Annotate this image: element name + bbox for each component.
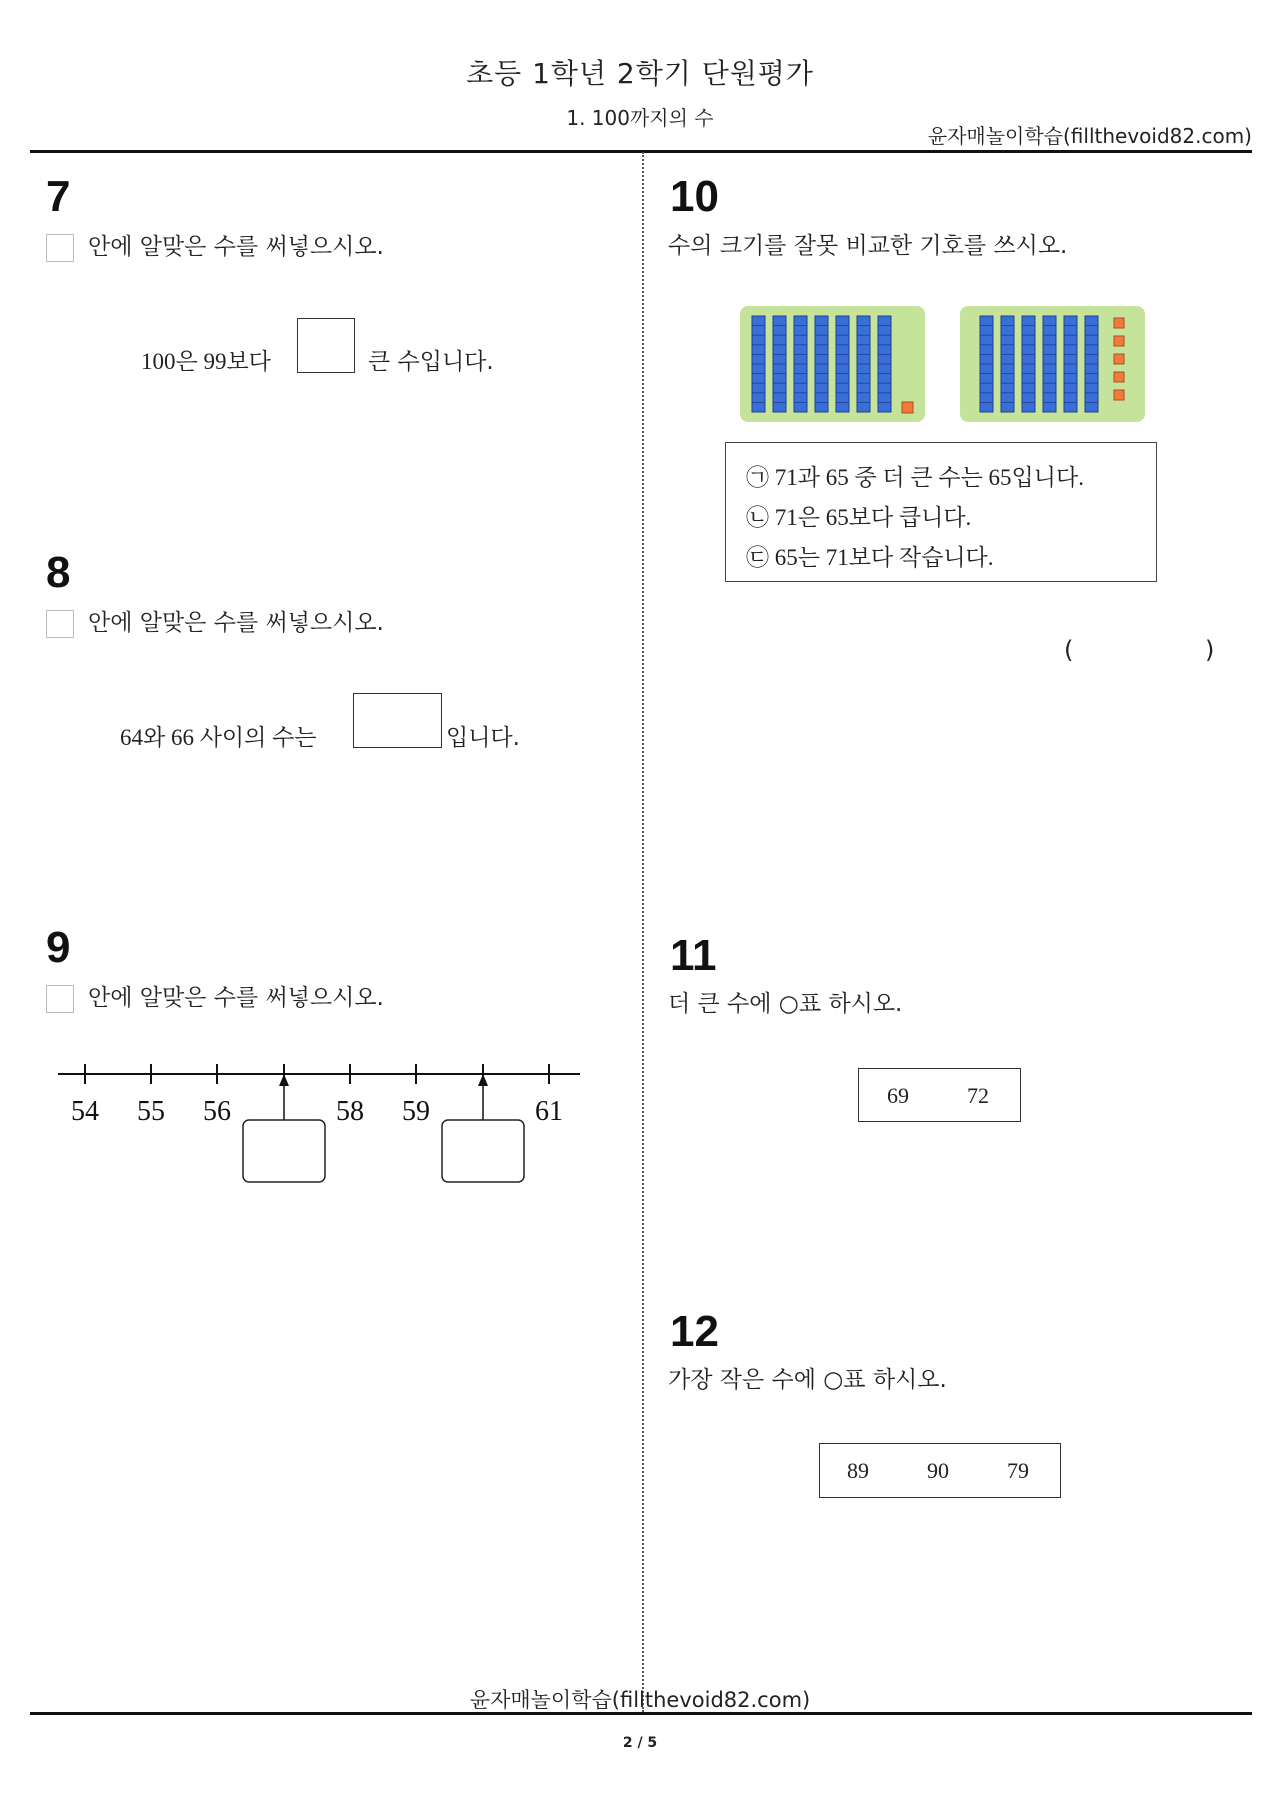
question-12-instruction: 가장 작은 수에 ○표 하시오. xyxy=(668,1367,947,1393)
question-10-instruction: 수의 크기를 잘못 비교한 기호를 쓰시오. xyxy=(668,233,1068,259)
question-7-number: 7 xyxy=(46,172,71,221)
q7-statement-after: 큰 수입니다. xyxy=(368,349,494,375)
tick-label: 61 xyxy=(535,1096,563,1127)
q10-choices-box xyxy=(725,442,1157,582)
q12-number-79[interactable]: 79 xyxy=(1007,1458,1029,1483)
tick-label: 54 xyxy=(71,1096,99,1127)
q10-paren-close: ) xyxy=(1205,636,1215,664)
q10-choice-2 xyxy=(746,499,971,532)
ten-rod-icon xyxy=(815,316,828,412)
question-9-instruction xyxy=(46,979,384,1013)
unit-cube-icon xyxy=(1114,390,1124,400)
choice-text: 71은 65보다 큽니다. xyxy=(774,505,972,530)
q11-number-72[interactable]: 72 xyxy=(967,1083,989,1108)
unit-cube-icon xyxy=(1114,372,1124,382)
ten-rod-icon xyxy=(1022,316,1035,412)
blank-square-icon xyxy=(46,610,74,638)
q7-answer-box[interactable] xyxy=(297,318,355,373)
ten-rod-icon xyxy=(1001,316,1014,412)
ten-rod-icon xyxy=(1085,316,1098,412)
base-ten-blocks-65 xyxy=(960,306,1145,422)
ten-rod-icon xyxy=(773,316,786,412)
base-ten-blocks-71 xyxy=(740,306,925,422)
q12-number-89[interactable]: 89 xyxy=(847,1458,869,1483)
site-credit-top: 윤자매놀이학습(fillthevoid82.com) xyxy=(927,124,1252,148)
unit-cube-icon xyxy=(1114,336,1124,346)
ten-rod-icon xyxy=(980,316,993,412)
q7-instruction-text: 안에 알맞은 수를 써넣으시오. xyxy=(88,234,384,260)
q10-paren-open: ( xyxy=(1064,636,1074,664)
tick-label: 58 xyxy=(336,1096,364,1127)
question-11-instruction: 더 큰 수에 ○표 하시오. xyxy=(668,991,903,1017)
blank-square-icon xyxy=(46,234,74,262)
q8-instruction-text: 안에 알맞은 수를 써넣으시오. xyxy=(88,610,384,636)
tick-label: 56 xyxy=(203,1096,231,1127)
page-number: 2 / 5 xyxy=(622,1735,658,1751)
q7-statement-before: 100은 99보다 xyxy=(141,349,271,374)
tick-label: 55 xyxy=(137,1096,165,1127)
footer-rule xyxy=(30,1712,1252,1715)
unit-cube-icon xyxy=(1114,318,1124,328)
q12-number-90[interactable]: 90 xyxy=(927,1458,949,1483)
q10-answer-area[interactable] xyxy=(1080,636,1200,666)
ten-rod-icon xyxy=(836,316,849,412)
q8-statement-before: 64와 66 사이의 수는 xyxy=(120,725,317,750)
unit-cube-icon xyxy=(902,402,913,413)
ten-rod-icon xyxy=(752,316,765,412)
arrow-up-icon xyxy=(279,1074,289,1120)
ten-rod-icon xyxy=(1043,316,1056,412)
choice-mark: ㉠ xyxy=(746,465,769,490)
ten-rod-icon xyxy=(857,316,870,412)
question-8-instruction xyxy=(46,604,384,638)
q10-choice-1 xyxy=(746,459,1084,492)
choice-mark: ㉡ xyxy=(746,505,769,530)
q10-choice-3 xyxy=(746,539,994,572)
blank-square-icon xyxy=(46,985,74,1013)
header-rule xyxy=(30,150,1252,153)
question-8-number: 8 xyxy=(46,548,71,597)
question-9-number: 9 xyxy=(46,923,71,972)
column-divider xyxy=(642,152,644,1712)
q11-number-69[interactable]: 69 xyxy=(887,1083,909,1108)
ten-rod-icon xyxy=(1064,316,1077,412)
q11-number-box xyxy=(858,1068,1021,1122)
question-10-number: 10 xyxy=(670,172,719,221)
question-12-number: 12 xyxy=(670,1307,719,1356)
question-11-number: 11 xyxy=(670,931,717,980)
number-line xyxy=(50,1050,590,1190)
choice-mark: ㉢ xyxy=(746,545,769,570)
q9-answer-box-60[interactable] xyxy=(442,1120,524,1182)
ten-rod-icon xyxy=(878,316,891,412)
q8-answer-box[interactable] xyxy=(353,693,442,748)
q9-instruction-text: 안에 알맞은 수를 써넣으시오. xyxy=(88,985,384,1011)
tick-label: 59 xyxy=(402,1096,430,1127)
page-title: 초등 1학년 2학기 단원평가 xyxy=(466,57,814,90)
unit-cube-icon xyxy=(1114,354,1124,364)
unit-subtitle: 1. 100까지의 수 xyxy=(566,106,714,130)
question-7-instruction xyxy=(46,228,384,262)
arrow-up-icon xyxy=(478,1074,488,1120)
q8-statement-after: 입니다. xyxy=(446,725,520,751)
choice-text: 71과 65 중 더 큰 수는 65입니다. xyxy=(774,465,1084,490)
q12-number-box xyxy=(819,1443,1061,1498)
site-credit-bottom: 윤자매놀이학습(fillthevoid82.com) xyxy=(469,1688,811,1712)
choice-text: 65는 71보다 작습니다. xyxy=(774,545,994,570)
q9-answer-box-57[interactable] xyxy=(243,1120,325,1182)
ten-rod-icon xyxy=(794,316,807,412)
